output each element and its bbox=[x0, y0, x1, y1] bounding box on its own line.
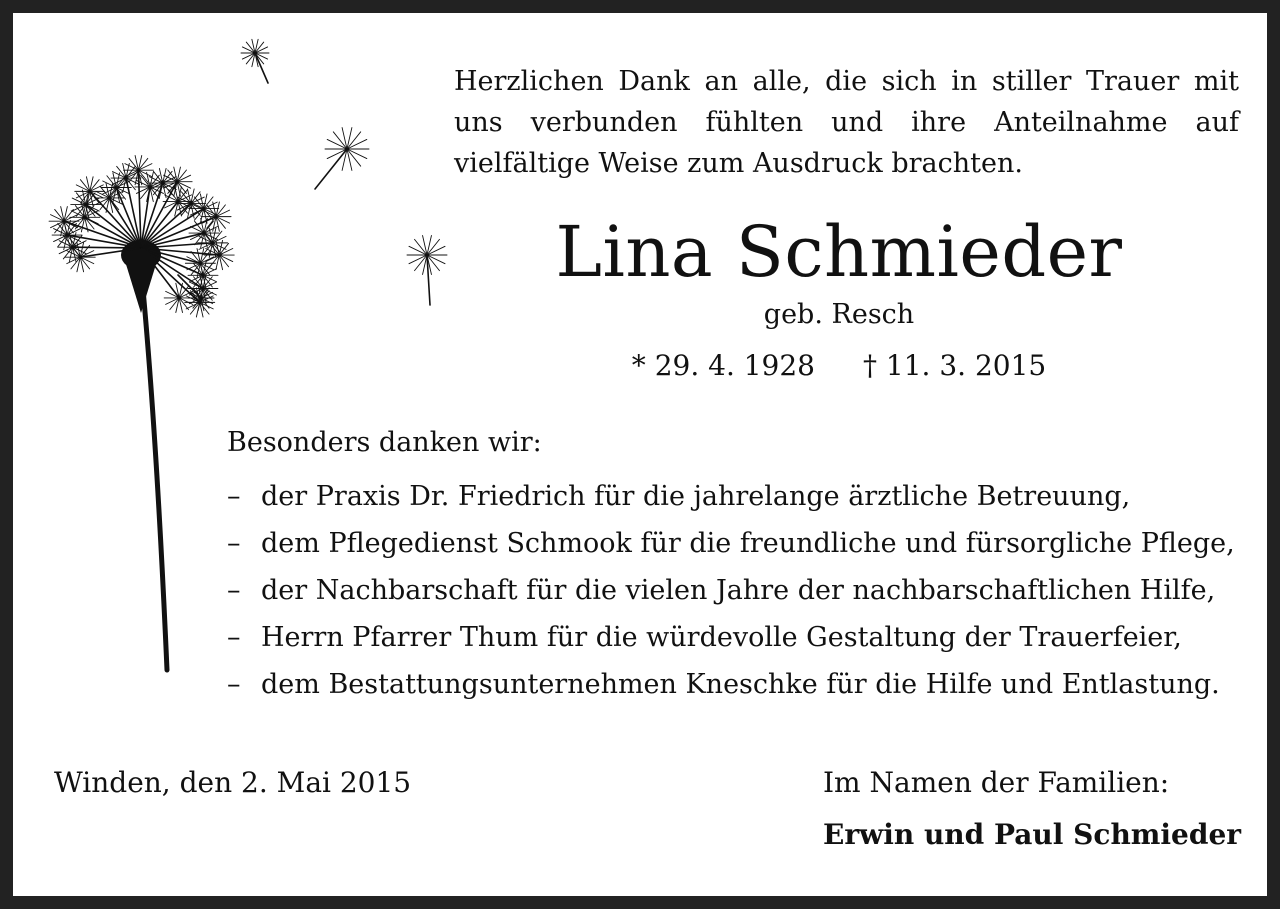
thanks-item bbox=[227, 661, 1237, 708]
thanks-item-text: dem Bestattungsunternehmen Kneschke für die Hilfe und Entlastung. bbox=[261, 669, 1220, 700]
thanks-item-text: dem Pflegedienst Schmook für die freundliche und fürsorgliche Pflege, bbox=[261, 528, 1235, 559]
intro-text: Herzlichen Dank an alle, die sich in stiller Trauer mit uns verbunden fühlten und ihre Anteilnahme auf vielfältige Weise zum Ausdruck brachten. bbox=[454, 66, 1239, 179]
deceased-name: Lina Schmieder bbox=[555, 211, 1123, 293]
obituary-card bbox=[13, 13, 1267, 896]
maiden-name: geb. Resch bbox=[763, 299, 915, 330]
thanks-list bbox=[227, 473, 1237, 708]
life-dates bbox=[443, 348, 1235, 384]
thanks-item-text: der Nachbarschaft für die vielen Jahre der nachbarschaftlichen Hilfe, bbox=[261, 575, 1216, 606]
birth-date: * 29. 4. 1928 bbox=[631, 349, 815, 382]
dash-marker: – bbox=[227, 528, 241, 559]
dash-marker: – bbox=[227, 622, 241, 653]
death-date: † 11. 3. 2015 bbox=[863, 349, 1047, 382]
dash-marker: – bbox=[227, 575, 241, 606]
thanks-item-text: Herrn Pfarrer Thum für die würdevolle Gestaltung der Trauerfeier, bbox=[261, 622, 1182, 653]
thanks-item-text: der Praxis Dr. Friedrich für die jahrelange ärztliche Betreuung, bbox=[261, 481, 1131, 512]
family-label: Im Namen der Familien: bbox=[823, 766, 1170, 799]
thanks-item bbox=[227, 614, 1237, 661]
place-date: Winden, den 2. Mai 2015 bbox=[54, 766, 412, 799]
thanks-item bbox=[227, 520, 1237, 567]
thanks-heading: Besonders danken wir: bbox=[227, 427, 542, 458]
dash-marker: – bbox=[227, 481, 241, 512]
family-signature: Erwin und Paul Schmieder bbox=[823, 818, 1242, 851]
dash-marker: – bbox=[227, 669, 241, 700]
thanks-item bbox=[227, 567, 1237, 614]
thanks-item bbox=[227, 473, 1237, 520]
